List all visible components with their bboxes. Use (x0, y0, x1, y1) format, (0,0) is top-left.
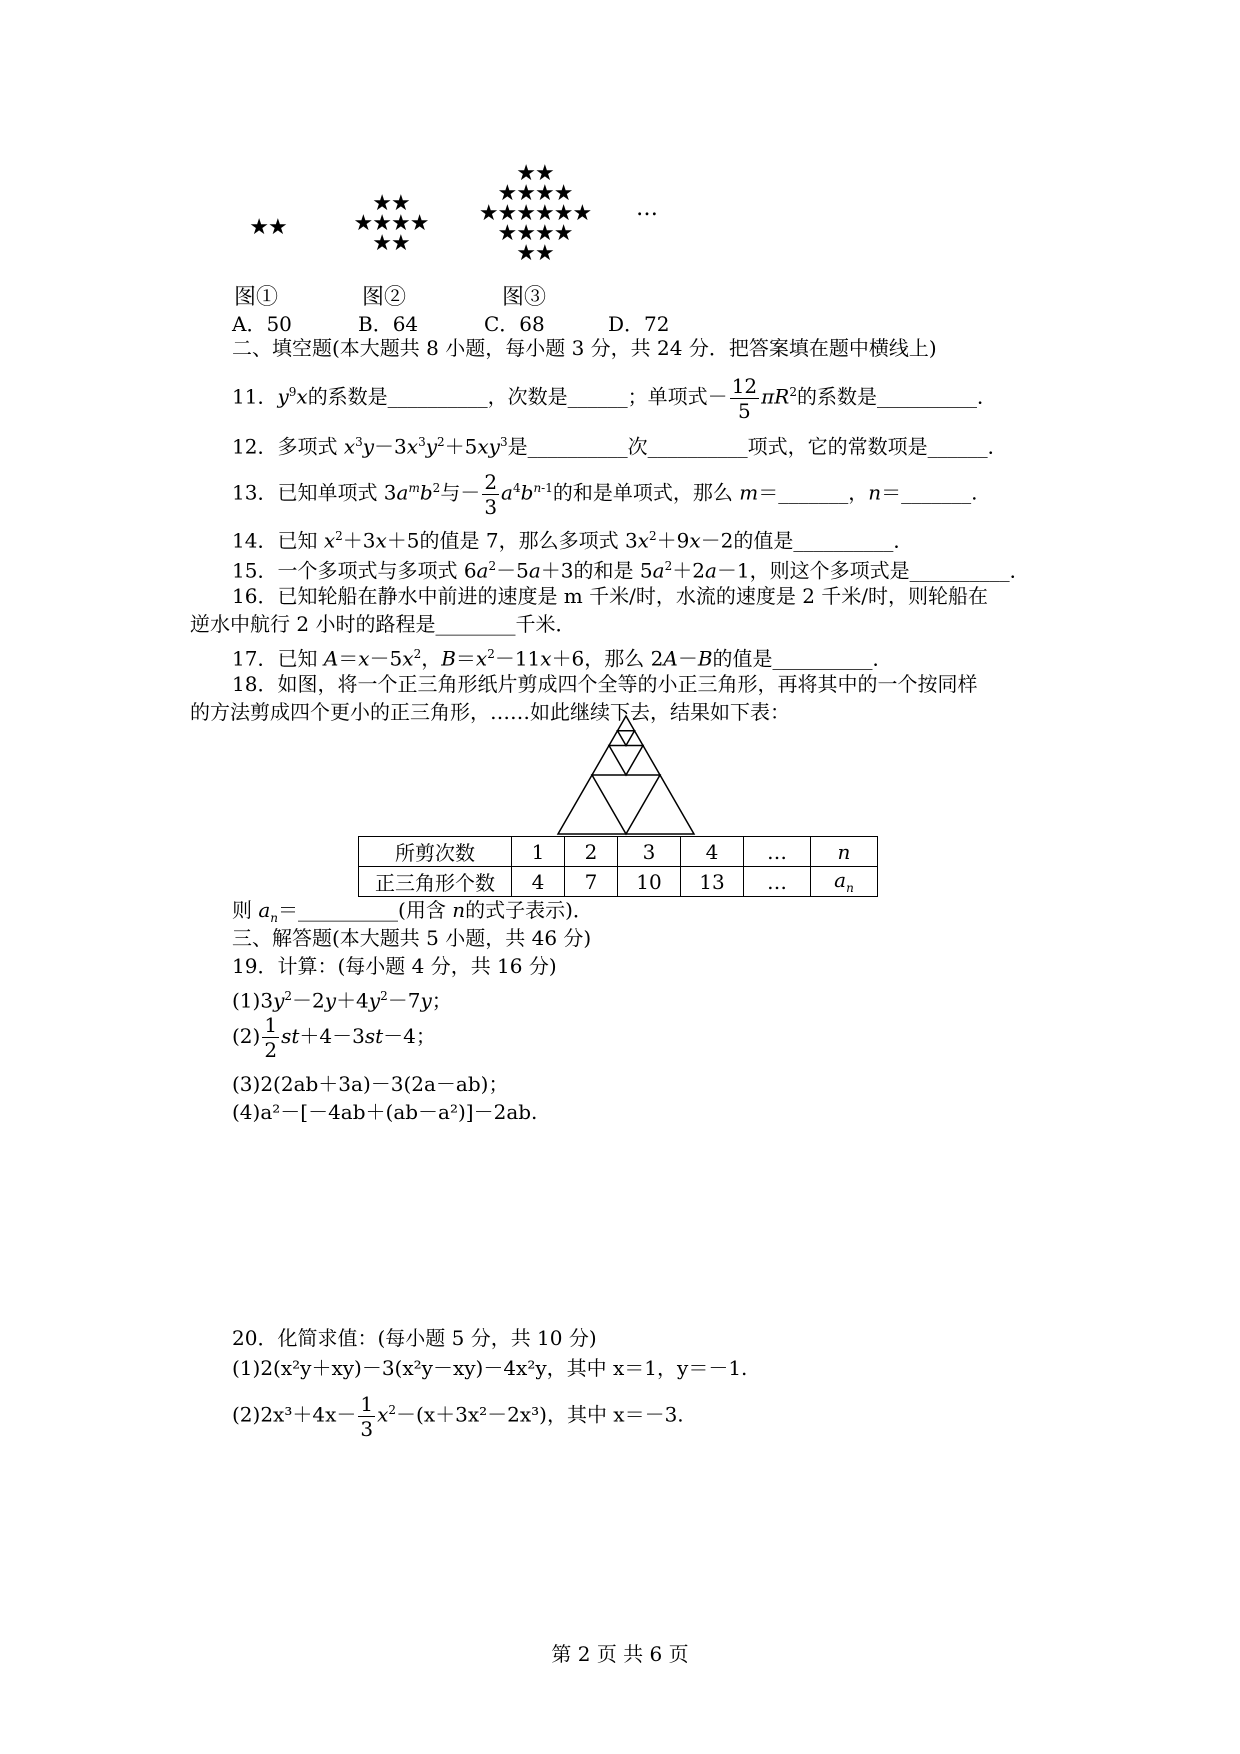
question-20-part1: (1)2(x²y＋xy)－3(x²y－xy)－4x²y，其中 x＝1，y＝－1. (232, 1356, 748, 1380)
fraction-2-3: $\frac{2}{3}$ (484, 469, 498, 519)
question-20-title: 20．化简求值：(每小题 5 分，共 10 分) (232, 1326, 597, 1350)
option-a: A．50 (232, 312, 292, 336)
table-cell: 13 (681, 867, 744, 897)
question-16-line1: 16．已知轮船在静水中前进的速度是 m 千米/时，水流的速度是 2 千米/时，则轮船在 (232, 584, 989, 608)
question-19-part2: (2) $\frac{1}{2}$ st＋4－3st－4； (232, 1013, 436, 1062)
table-cell: … (744, 837, 811, 867)
fig1-label: 图① (234, 285, 279, 310)
table-row (359, 867, 878, 897)
star-figure-3: ★★ ★★★★ ★★★★★★ ★★★★ ★★ (478, 161, 592, 266)
question-15: 15．一个多项式与多项式 $6a^2-5a+3$的和是 $5a^2+2a-1$，则这个多项式是__________． (232, 558, 1030, 583)
star-figure-2: ★★ ★★★★ ★★ (353, 191, 429, 256)
page-footer: 第 2 页 共 6 页 (551, 1642, 689, 1666)
question-17: 17．已知 $A=x-5x^2$，$B=x^2-11x+6$，那么 2A－B的值是__________． (232, 646, 893, 671)
question-11: 11．$y^9x$的系数是__________，次数是______；单项式－ $\frac{12}{5}$ $\pi R^2$的系数是__________． (232, 373, 997, 423)
fig3-label: 图③ (502, 285, 547, 310)
question-19-part3: (3)2(2ab＋3a)－3(2a－ab)； (232, 1072, 509, 1096)
fraction-12-5: $\frac{12}{5}$ (731, 373, 758, 423)
question-18-answer: 则 $a_n=\_\_\_\_\_\_\_\_\_\_$(用含 n的式子表示)． (232, 898, 593, 925)
table-cell: 2 (565, 837, 618, 867)
table-cell: $a_n$ (811, 867, 878, 897)
section2-heading: 二、填空题(本大题共 8 小题，每小题 3 分，共 24 分．把答案填在题中横线上) (232, 336, 937, 360)
table-cell: 正三角形个数 (359, 867, 512, 897)
question-13: 13．已知单项式 $3a^mb^2$与－ $\frac{2}{3}$ $a^4b^{n-1}$的和是单项式，那么 m＝_______，n＝_______. (232, 469, 978, 519)
fraction-1-2: $\frac{1}{2}$ (264, 1013, 278, 1062)
table-cell: 4 (512, 867, 565, 897)
fraction-1-3: $\frac{1}{3}$ (360, 1391, 374, 1441)
figure-ellipsis: … (636, 196, 658, 221)
table-cell: 所剪次数 (359, 837, 512, 867)
fig2-label: 图② (362, 285, 407, 310)
table-cell: 1 (512, 837, 565, 867)
question-19-part4: (4)a²－[－4ab＋(ab－a²)]－2ab. (232, 1100, 538, 1124)
table-cell: 10 (618, 867, 681, 897)
section3-heading: 三、解答题(本大题共 5 小题，共 46 分) (232, 926, 592, 950)
table-cell: 7 (565, 867, 618, 897)
question-18-line1: 18．如图，将一个正三角形纸片剪成四个全等的小正三角形，再将其中的一个按同样 (232, 672, 978, 696)
table-row (359, 837, 878, 867)
question-18-line2: 的方法剪成四个更小的正三角形，……如此继续下去，结果如下表： (190, 700, 790, 724)
question-14: 14．已知 $x^2+3x+5$的值是 7，那么多项式 $3x^2+9x-2$的值是__________． (232, 528, 914, 553)
question-20-part2: (2)2x³＋4x－ $\frac{1}{3}$ $x^2-(x+3x^2-2x^3)$，其中 x＝－3. (232, 1391, 684, 1441)
star-figure-1: ★★ (249, 215, 287, 240)
triangle-figure (556, 714, 696, 836)
option-d: D．72 (608, 312, 670, 336)
option-b: B．64 (358, 312, 419, 336)
question-19-title: 19．计算：(每小题 4 分，共 16 分) (232, 954, 557, 978)
cut-count-table (358, 836, 878, 897)
question-12: 12．多项式 $x^3y-3x^3y^2+5xy^3$是__________次__________项式，它的常数项是______． (232, 434, 1008, 459)
question-19-part1: $(1)3y^2-2y+4y^2-7y$； (232, 988, 452, 1013)
table-cell: … (744, 867, 811, 897)
question-16-line2: 逆水中航行 2 小时的路程是________千米． (190, 612, 576, 636)
option-c: C．68 (484, 312, 545, 336)
table-cell: n (811, 837, 878, 867)
table-cell: 3 (618, 837, 681, 867)
table-cell: 4 (681, 837, 744, 867)
